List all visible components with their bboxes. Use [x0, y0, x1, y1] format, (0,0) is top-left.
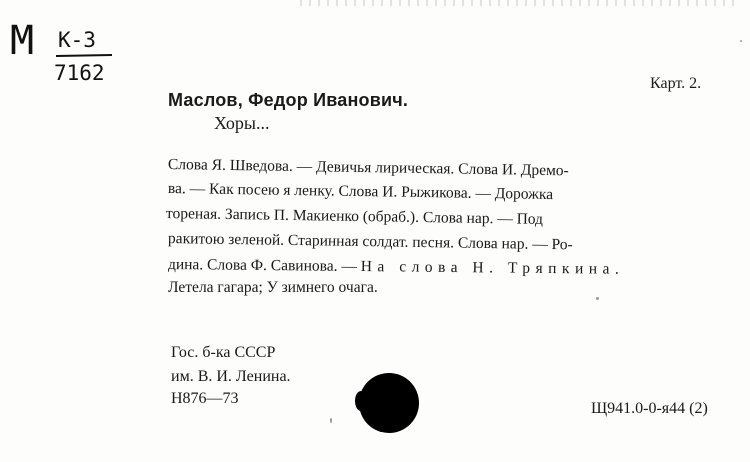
paper-speck	[330, 418, 332, 423]
handwritten-number: 7162	[54, 61, 105, 85]
handwritten-shelfmark-code: К-3	[58, 28, 96, 52]
punch-hole	[359, 373, 419, 433]
handwritten-shelfmark	[8, 10, 118, 90]
contents-line-5-prefix: дина. Слова Ф. Савинова. —	[167, 256, 358, 275]
handwritten-letter: М	[10, 18, 35, 64]
library-line-1: Гос. б-ка СССР	[171, 344, 276, 361]
paper-speck	[596, 297, 599, 300]
title-text: Хоры...	[214, 113, 270, 133]
contents-line-4: ракитою зеленой. Старинная солдат. песня. Слова нар. — Ро-	[167, 230, 573, 254]
library-line-3: Н876—73	[171, 390, 239, 407]
edge-specks	[300, 0, 740, 6]
card-number-label: Карт. 2.	[650, 75, 702, 92]
contents-line-2: ва. — Как посею я ленку. Слова И. Рыжикова. — Дорожка	[167, 180, 554, 204]
author-heading: Маслов, Федор Иванович.	[168, 90, 409, 110]
contents-line-3: тореная. Запись П. Макиенко (обраб.). Слова нар. — Под	[165, 205, 544, 228]
paper-speck	[740, 40, 742, 42]
contents-line-6: Летела гагара; У зимнего очага.	[168, 279, 378, 296]
catalog-code: Щ941.0-0-я44 (2)	[591, 400, 708, 417]
contents-line-1: Слова Я. Шведова. — Девичья лирическая. Слова И. Дремо-	[167, 156, 569, 180]
contents-line-5	[168, 256, 625, 279]
contents-line-5-spaced: На слова Н. Тряпкина.	[360, 258, 625, 278]
library-line-2: им. В. И. Ленина.	[171, 368, 291, 385]
handwritten-underline	[56, 55, 112, 56]
